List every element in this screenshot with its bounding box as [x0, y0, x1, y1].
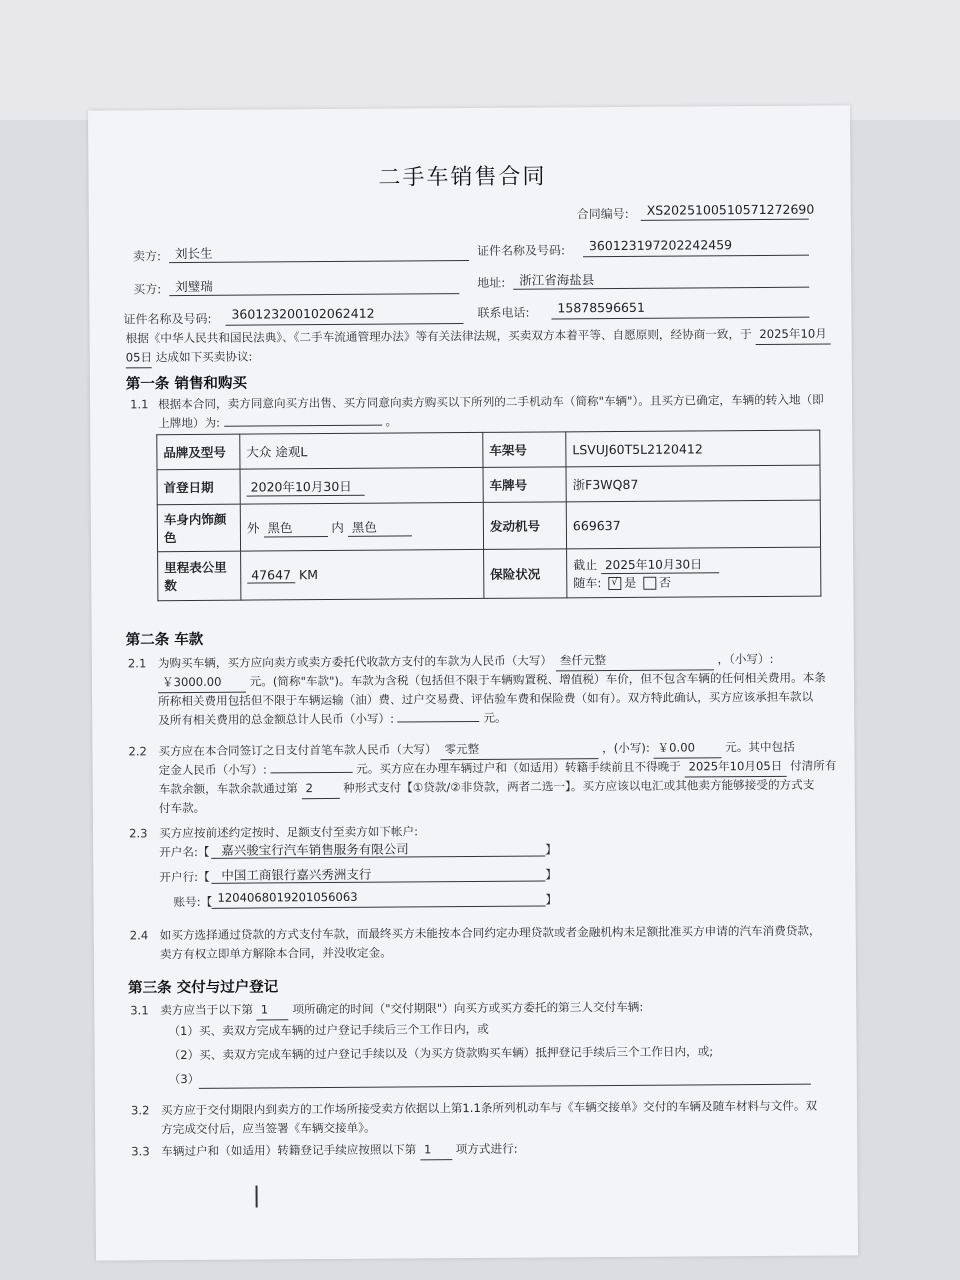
first-payment-small-label: ，(小写):	[602, 740, 650, 756]
contract-page	[88, 105, 858, 1260]
vin-value: LSVUJ60T5L2120412	[566, 430, 820, 467]
clause-2-2-line3	[159, 776, 815, 800]
int-color-label: 内	[331, 519, 344, 535]
first-payment-number: ￥0.00	[653, 738, 721, 758]
account-name: 嘉兴骏宝行汽车销售服务有限公司	[221, 841, 409, 858]
buyer-name: 刘璧瑞	[175, 278, 213, 295]
plate-location-blank	[224, 425, 382, 427]
clause-2-2-number: 2.2	[128, 744, 147, 759]
clause-2-4-number: 2.4	[129, 928, 149, 943]
brand-label: 品牌及型号	[157, 434, 240, 470]
clause-2-2-text: 买方应在本合同签订之日支付首笔车款人民币（大写）	[158, 742, 437, 759]
article1-title: 第一条 销售和购买	[125, 375, 248, 393]
reg-date-value: 2020年10月30日	[247, 476, 365, 496]
phone: 15878596651	[557, 299, 645, 316]
engine-value: 669637	[566, 500, 820, 549]
clause-1-1-number: 1.1	[129, 397, 149, 412]
intro-date-part1: 2025年10月	[755, 324, 831, 344]
clause-2-4-line2: 卖方有权立即单方解除本合同，并没收定金。	[159, 945, 392, 962]
bank-underline	[211, 865, 545, 883]
clause-3-3-lead: 车辆过户和（如适用）转籍登记手续应按照以下第	[161, 1142, 417, 1159]
insurance-label: 保险状况	[484, 549, 567, 599]
clause-2-1-text-d: 及所有相关费用的总金额总计人民币（小写）:	[158, 711, 395, 728]
transfer-option: 1	[420, 1140, 452, 1160]
bank-name: 中国工商银行嘉兴秀洲支行	[221, 866, 372, 883]
account-no-close: 】	[545, 892, 558, 907]
price-words: 叁仟元整	[556, 650, 714, 671]
bank-label: 开户行:【	[159, 869, 210, 885]
table-row	[157, 465, 820, 505]
clause-2-1-end: 元。	[483, 710, 507, 725]
payoff-date: 2025年10月05日	[684, 757, 786, 777]
buyer-label: 买方:	[133, 282, 162, 297]
intro-text	[126, 324, 831, 349]
account-name-label: 开户名:【	[159, 844, 210, 860]
deposit-blank	[271, 772, 353, 774]
clause-2-2-tail: 元。其中包括	[725, 739, 795, 755]
article2-title: 第二条 车款	[125, 631, 204, 649]
account-no-label: 账号:【	[173, 894, 213, 910]
seller-id-label: 证件名称及号码:	[476, 243, 566, 258]
clause-2-1-line3: 所称相关费用包括但不限于车辆运输（油）费、过户交易费、评估验车费和保险费（如有）。双方特此确认，买方应该承担车款以	[158, 689, 814, 709]
ext-color-label: 外	[246, 519, 260, 536]
clause-2-1-line4	[158, 709, 506, 730]
article3-title: 第三条 交付与过户登记	[128, 979, 279, 997]
clause-2-2-line4: 付车款。	[158, 800, 206, 816]
clause-3-2-number: 3.2	[130, 1103, 150, 1118]
seller-name: 刘长生	[174, 245, 213, 262]
table-row	[157, 500, 820, 552]
option-3: （3）	[168, 1071, 200, 1087]
table-row	[157, 430, 820, 470]
buyer-id-underline	[225, 307, 463, 326]
clause-3-3-number: 3.3	[131, 1144, 150, 1159]
insurance-until-value: 2025年10月30日	[601, 555, 719, 574]
contract-title: 二手车销售合同	[378, 164, 547, 191]
buyer-underline	[169, 277, 459, 296]
clause-1-1-end: 。	[385, 414, 398, 429]
clause-2-2-tail-b: 付清所有	[789, 758, 837, 773]
option-3-underline	[199, 1068, 811, 1089]
seller-id: 360123197202242459	[588, 237, 733, 254]
intro-tail: 达成如下买卖协议:	[155, 349, 253, 365]
mileage-value: 47647	[247, 567, 295, 583]
insurance-until-label: 截止	[573, 557, 598, 572]
color-cell	[240, 502, 483, 551]
plate-label: 车牌号	[483, 467, 566, 503]
seller-label: 卖方:	[132, 249, 162, 264]
account-name-underline	[211, 841, 545, 859]
background-top	[0, 0, 960, 120]
clause-2-4-line1: 如买方选择通过贷款的方式支付车款，而最终买方未能按本合同约定办理贷款或者金融机构未足额批准买方申请的汽车消费贷款，	[159, 923, 821, 943]
clause-2-1-number: 2.1	[127, 656, 147, 671]
clause-3-3-text	[161, 1140, 517, 1162]
buyer-id: 360123200102062412	[231, 305, 375, 322]
no-checkbox	[643, 576, 656, 589]
delivery-option: 1	[257, 1000, 289, 1020]
clause-3-1-lead: 卖方应当于以下第	[160, 1002, 254, 1018]
mileage-cell	[241, 549, 484, 600]
vin-label: 车架号	[483, 432, 566, 468]
address-label: 地址:	[477, 275, 506, 290]
with-car	[573, 572, 814, 591]
account-no-underline	[211, 890, 545, 908]
clause-3-1-tail: 项所确定的时间（"交付期限"）向买方或买方委托的第三人交付车辆:	[292, 999, 644, 1017]
clause-3-2-line1: 买方应于交付期限内到卖方的工作场所接受卖方依据以上第1.1条所列机动车与《车辆交接单》交付的车辆及随车材料与文件。双	[160, 1098, 818, 1118]
phone-underline	[551, 301, 809, 320]
insurance-until	[573, 554, 814, 574]
reg-date-label: 首登日期	[157, 469, 240, 505]
intro-body: 根据《中华人民共和国民法典》、《二手车流通管理办法》等有关法律法规，买卖双方本着平等、自愿原则，经协商一致，于	[125, 327, 752, 346]
clause-2-3-text: 买方应按前述约定按时、足额支付至卖方如下帐户:	[158, 824, 419, 841]
with-car-label: 随车:	[573, 575, 602, 590]
plate-value: 浙F3WQ87	[566, 465, 820, 502]
clause-1-1-label: 上牌地）为:	[158, 415, 221, 431]
clause-2-1-text: 为购买车辆，买方应向卖方或卖方委托代收款方支付的车款为人民币（大写）	[157, 653, 553, 671]
clause-3-3-tail: 项方式进行:	[455, 1141, 518, 1157]
clause-3-1-number: 3.1	[130, 1003, 149, 1018]
clause-2-2-text-c-tail: 种形式支付【①贷款/②非贷款，两者二选一】。买方应该以电汇或其他卖方能够接受的方式支	[343, 777, 815, 795]
color-label: 车身内饰颜色	[157, 504, 240, 552]
intro-text-2	[126, 348, 253, 368]
first-payment-words: 零元整	[440, 739, 598, 760]
brand-value: 大众 途观L	[240, 432, 483, 469]
clause-3-2-line2: 方完成交付后，应当签署《车辆交接单》。	[161, 1120, 376, 1137]
int-color-value: 黑色	[348, 517, 412, 536]
phone-label: 联系电话:	[477, 305, 530, 320]
bank-close: 】	[545, 867, 557, 882]
clause-2-2-text-c: 车款余额，车款余款通过第	[158, 781, 298, 797]
clause-2-1-text-b: 元。(简称"车款")。车款为含税（包括但不限于车辆购置税、增值税）车价，但不包含车辆的任何相关费用。本条	[249, 670, 826, 689]
table-row	[158, 547, 821, 601]
price-number: ￥3000.00	[158, 673, 246, 693]
intro-date-part2: 05日	[126, 348, 152, 368]
clause-2-2-mid: 元。买方应在办理车辆过户和（如适用）转籍手续前且不得晚于	[356, 759, 681, 776]
buyer-id-label: 证件名称及号码:	[123, 311, 212, 327]
payment-method: 2	[301, 779, 339, 799]
mileage-label: 里程表公里数	[158, 551, 241, 601]
clause-3-1-text	[160, 998, 643, 1021]
ext-color-value: 黑色	[263, 518, 327, 537]
yes-label: 是	[624, 575, 637, 590]
clause-1-1-text-a: 根据本合同，卖方同意向买方出售、买方同意向卖方购买以下所列的二手机动车（简称"车辆"）。且买方已确定，车辆的转入地（即	[157, 392, 824, 412]
engine-label: 发动机号	[483, 502, 566, 550]
yes-checkbox: √	[608, 576, 621, 589]
deposit-label: 定金人民币（小写）:	[158, 762, 267, 778]
vehicle-info-table	[156, 430, 821, 602]
address-underline	[513, 271, 809, 290]
option-2: （2）买、卖双方完成车辆的过户登记手续以及（为买方贷款购买车辆）抵押登记手续后三个工作日内，或;	[168, 1044, 714, 1063]
no-label: 否	[658, 575, 672, 590]
insurance-cell	[567, 547, 821, 598]
reg-date-cell	[240, 467, 483, 504]
option-1: （1）买、卖双方完成车辆的过户登记手续后三个工作日内，或	[168, 1021, 489, 1039]
contract-no: XS202510051057127269​0	[646, 201, 815, 218]
clause-2-3-number: 2.3	[128, 826, 148, 841]
mileage-unit: KM	[298, 567, 319, 583]
pen-mark	[256, 1186, 258, 1208]
total-amount-blank	[398, 721, 480, 723]
account-name-close: 】	[545, 842, 557, 857]
seller-id-underline	[583, 239, 809, 258]
clause-1-1-text-b	[158, 413, 397, 433]
contract-no-label: 合同编号:	[576, 206, 629, 222]
account-no: 1204068019201056063	[217, 889, 358, 905]
seller-underline	[169, 244, 469, 263]
contract-no-underline	[641, 203, 809, 221]
price-small-label: ，（小写）:	[717, 651, 774, 667]
address: 浙江省海盐县	[519, 272, 595, 288]
